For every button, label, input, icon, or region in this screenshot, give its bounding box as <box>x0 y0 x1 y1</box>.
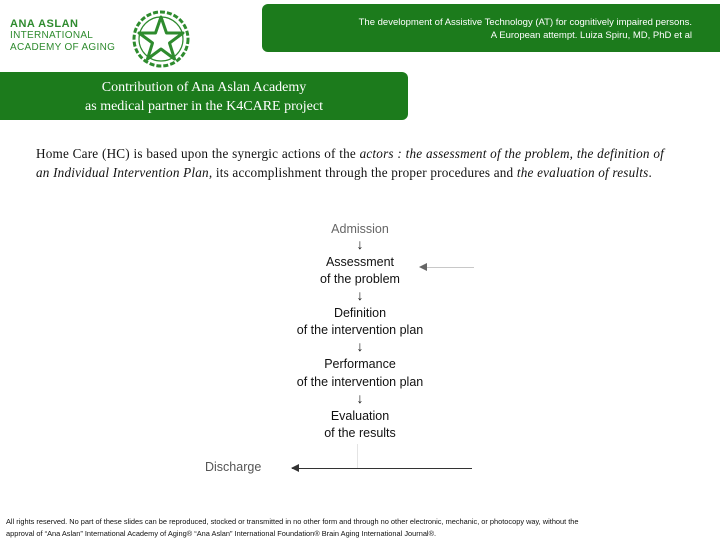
footer-line-1: All rights reserved. No part of these slides can be reproduced, stocked or transmitted in no other form and through no other electronic, mechanic, or photocopy way, without the <box>6 517 579 526</box>
academy-logo <box>8 8 208 68</box>
discharge-arrow-line <box>292 468 472 469</box>
down-arrow-icon: ↓ <box>356 338 364 354</box>
logo-line-3: ACADEMY OF AGING <box>10 42 116 53</box>
connector-line <box>357 444 358 468</box>
section-title-line-2: as medical partner in the K4CARE project <box>85 99 323 114</box>
intro-text-5: . <box>648 165 652 180</box>
left-arrow-icon <box>419 263 427 271</box>
intro-text-3: its accomplishment through the proper procedures and <box>212 165 517 180</box>
header-banner <box>262 4 720 52</box>
logo-line-2: INTERNATIONAL <box>10 30 94 41</box>
home-care-flow-diagram <box>200 218 520 488</box>
footer-line-2: approval of “Ana Aslan” International Academy of Aging® “Ana Aslan” International Foundation® Brain Aging International Journal®. <box>6 529 437 538</box>
copyright-footer <box>6 516 716 540</box>
section-title-banner <box>0 72 408 120</box>
left-arrow-icon <box>291 464 299 472</box>
intro-text-4: the evaluation of results <box>516 165 649 180</box>
intro-paragraph <box>36 144 664 182</box>
logo-line-1: ANA ASLAN <box>10 18 79 30</box>
flow-step-discharge: Discharge <box>205 460 262 474</box>
green-star-wreath-icon <box>130 8 192 70</box>
intro-text-2: actors : the assessment of the problem, the definition of an Individual Intervention Plan, <box>36 146 664 180</box>
flow-step-admission: Admission <box>331 222 389 236</box>
flow-step-definition-line-2: of the intervention plan <box>296 323 424 337</box>
header-authors: A European attempt. Luiza Spiru, MD, PhD et al <box>490 30 692 41</box>
header-title: The development of Assistive Technology (AT) for cognitively impaired persons. <box>358 17 692 28</box>
feedback-arrow-line <box>426 267 474 268</box>
down-arrow-icon: ↓ <box>356 236 364 252</box>
flow-step-evaluation-line-1: Evaluation <box>330 409 390 423</box>
section-title-line-1: Contribution of Ana Aslan Academy <box>101 80 307 95</box>
flow-step-definition-line-1: Definition <box>333 306 387 320</box>
down-arrow-icon: ↓ <box>356 287 364 303</box>
flow-step-performance-line-1: Performance <box>324 357 396 371</box>
flow-step-performance-line-2: of the intervention plan <box>296 375 424 389</box>
down-arrow-icon: ↓ <box>356 390 364 406</box>
flow-step-assessment-line-1: Assessment <box>325 255 395 269</box>
intro-text-1: Home Care (HC) is based upon the synergic actions of the <box>36 146 360 161</box>
flow-step-evaluation-line-2: of the results <box>324 426 396 440</box>
logo-text <box>10 18 115 54</box>
flow-step-assessment-line-2: of the problem <box>320 272 400 286</box>
